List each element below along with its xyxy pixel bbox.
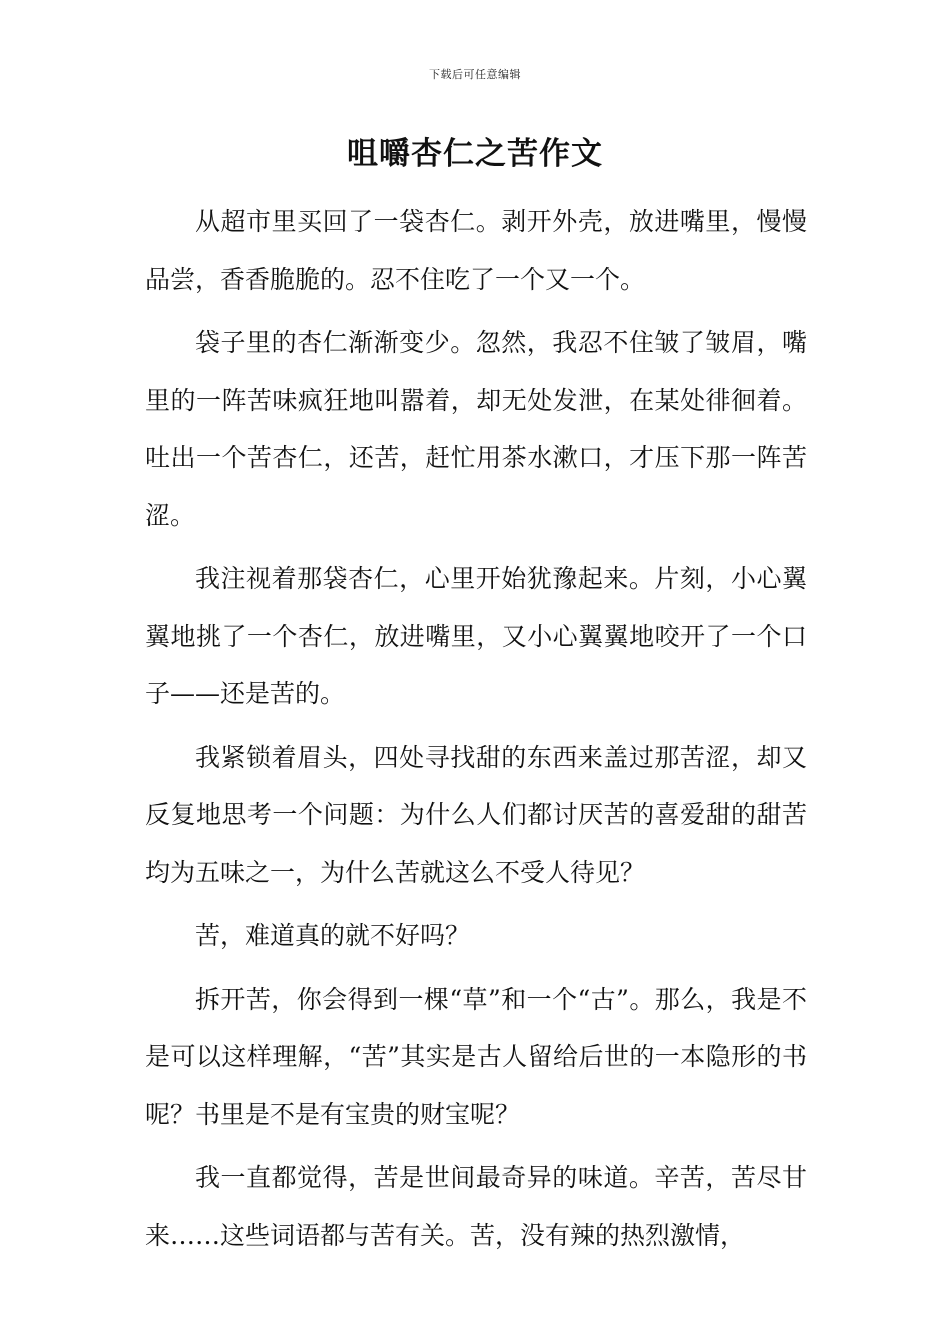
document-title: 咀嚼杏仁之苦作文: [347, 136, 603, 172]
paragraph-3: 我注视着那袋杏仁，心里开始犹豫起来。片刻，小心翼翼地挑了一个杏仁，放进嘴里，又小心翼翼地咬开了一个口子——还是苦的。: [145, 564, 807, 708]
header-note: 下载后可任意编辑: [429, 68, 521, 81]
paragraph-5: 苦，难道真的就不好吗？: [195, 921, 471, 950]
paragraph-6: 拆开苦，你会得到一棵“草”和一个“古”。那么，我是不是可以这样理解，“苦”其实是古人留给后世的一本隐形的书呢？书里是不是有宝贵的财宝呢？: [145, 984, 807, 1129]
paragraph-4: 我紧锁着眉头，四处寻找甜的东西来盖过那苦涩，却又反复地思考一个问题：为什么人们都讨厌苦的喜爱甜的甜苦均为五味之一，为什么苦就这么不受人待见？: [145, 742, 807, 887]
paragraph-7: 我一直都觉得，苦是世间最奇异的味道。辛苦，苦尽甘来……这些词语都与苦有关。苦，没有辣的热烈激情，: [145, 1163, 807, 1250]
document-body: [145, 193, 807, 1270]
paragraph-1: 从超市里买回了一袋杏仁。剥开外壳，放进嘴里，慢慢品尝，香香脆脆的。忍不住吃了一个又一个。: [145, 207, 807, 294]
paragraph-2: 袋子里的杏仁渐渐变少。忽然，我忍不住皱了皱眉，嘴里的一阵苦味疯狂地叫嚣着，却无处发泄，在某处徘徊着。吐出一个苦杏仁，还苦，赶忙用茶水漱口，才压下那一阵苦涩。: [145, 328, 807, 530]
